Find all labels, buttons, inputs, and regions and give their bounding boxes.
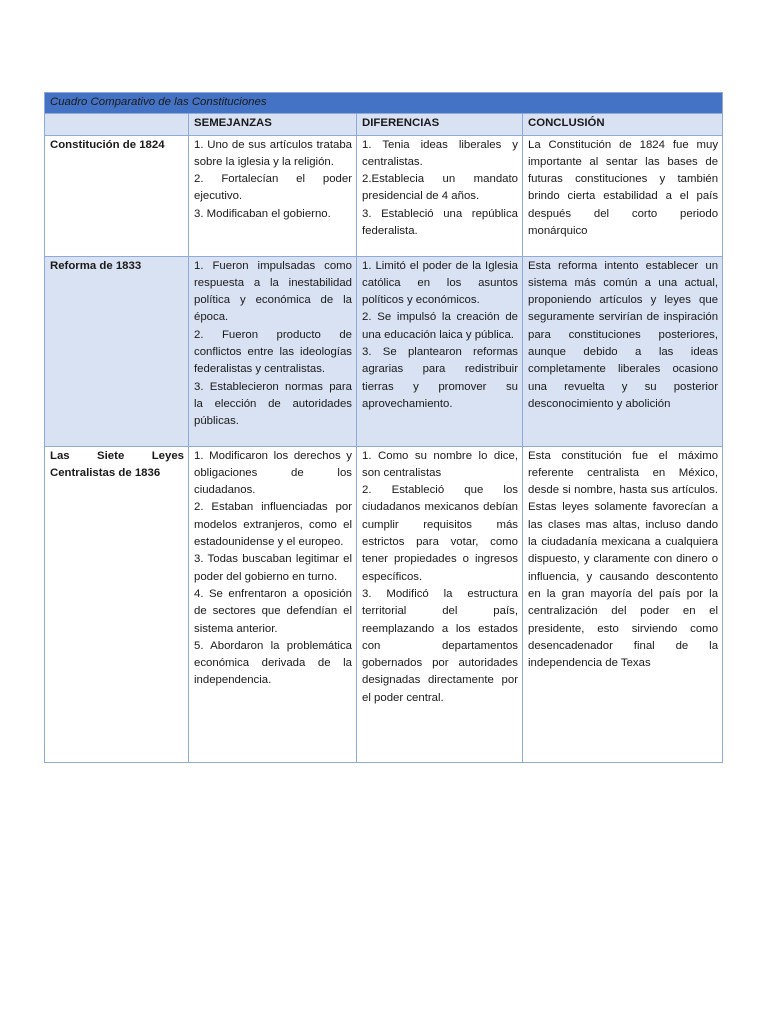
header-empty — [45, 114, 189, 135]
list-item: 1. Uno de sus artículos trataba sobre la iglesia y la religión. — [194, 138, 352, 168]
header-diferencias: DIFERENCIAS — [357, 114, 523, 135]
diferencias-cell — [357, 446, 523, 762]
list-item: 2. Estaban influenciadas por modelos extranjeros, como el estadounidense y el europeo. — [194, 501, 352, 549]
list-item: 2. Se impulsó la creación de una educación laica y pública. — [362, 311, 518, 341]
list-item: 1. Limitó el poder de la Iglesia católica en los asuntos políticos y económicos. — [362, 259, 518, 307]
table-row — [45, 256, 723, 446]
list-item: 1. Modificaron los derechos y obligaciones de los ciudadanos. — [194, 449, 352, 497]
list-item: 3. Modificaban el gobierno. — [194, 207, 331, 220]
list-item: 5. Abordaron la problemática económica derivada de la independencia. — [194, 639, 352, 687]
list-item: 4. Se enfrentaron a oposición de sectores que defendían el sistema anterior. — [194, 587, 352, 635]
table-title: Cuadro Comparativo de las Constituciones — [45, 93, 723, 114]
table-title-row — [45, 93, 723, 114]
semejanzas-cell — [189, 446, 357, 762]
list-item: 2.Establecia un mandato presidencial de 4 años. — [362, 173, 518, 203]
conclusion-cell: Esta reforma intento establecer un sistema más común a una actual, proponiendo artículos y leyes que seguramente servirían de inspiración para constituciones posteriores, aunque debido a las ideas completamente liberales ocasiono una revuelta y su posterior desconocimiento y abolición — [523, 256, 723, 446]
semejanzas-cell — [189, 256, 357, 446]
diferencias-cell — [357, 256, 523, 446]
list-item: 2. Estableció que los ciudadanos mexicanos debían cumplir requisitos más estrictos para votar, como tener propiedades o ingresos específicos. — [362, 484, 518, 583]
conclusion-cell: La Constitución de 1824 fue muy importante al sentar las bases de futuras constituciones y también brindo cierta estabilidad a el país después del corto periodo monárquico — [523, 135, 723, 256]
semejanzas-cell — [189, 135, 357, 256]
row-title: Constitución de 1824 — [45, 135, 189, 256]
header-conclusion: CONCLUSIÓN — [523, 114, 723, 135]
header-semejanzas: SEMEJANZAS — [189, 114, 357, 135]
comparison-table — [44, 92, 723, 763]
list-item: 2. Fueron producto de conflictos entre las ideologías federalistas y centralistas. — [194, 328, 352, 376]
row-title: Las Siete Leyes Centralistas de 1836 — [45, 446, 189, 762]
list-item: 3. Estableció una república federalista. — [362, 207, 518, 238]
list-item: 3. Modificó la estructura territorial del país, reemplazando a los estados con departamentos gobernados por autoridades designadas directamente por el poder central. — [362, 587, 518, 704]
list-item: 1. Como su nombre lo dice, son centralistas — [362, 449, 518, 479]
list-item: 1. Tenia ideas liberales y centralistas. — [362, 138, 518, 168]
list-item: 3. Establecieron normas para la elección de autoridades públicas. — [194, 380, 352, 428]
diferencias-cell — [357, 135, 523, 256]
table-row — [45, 135, 723, 256]
conclusion-cell: Esta constitución fue el máximo referente centralista en México, desde si nombre, hasta sus artículos. Estas leyes solamente favorecían a las clases mas altas, incluso dando la ciudadanía mexicana a cualquiera dispuesto, y claramente con dinero o influencia, y causando descontento en la gran mayoría del país por la centralización del poder en el presidente, esto sirviendo como desencadenador final de la independencia de Texas — [523, 446, 723, 762]
list-item: 3. Todas buscaban legitimar el poder del gobierno en turno. — [194, 553, 352, 583]
list-item: 1. Fueron impulsadas como respuesta a la inestabilidad política y económica de la época. — [194, 259, 352, 324]
list-item: 2. Fortalecían el poder ejecutivo. — [194, 173, 352, 203]
row-title: Reforma de 1833 — [45, 256, 189, 446]
list-item: 3. Se plantearon reformas agrarias para redistribuir tierras y promover su aprovechamiento. — [362, 346, 518, 410]
table-row — [45, 446, 723, 762]
table-header-row — [45, 114, 723, 135]
